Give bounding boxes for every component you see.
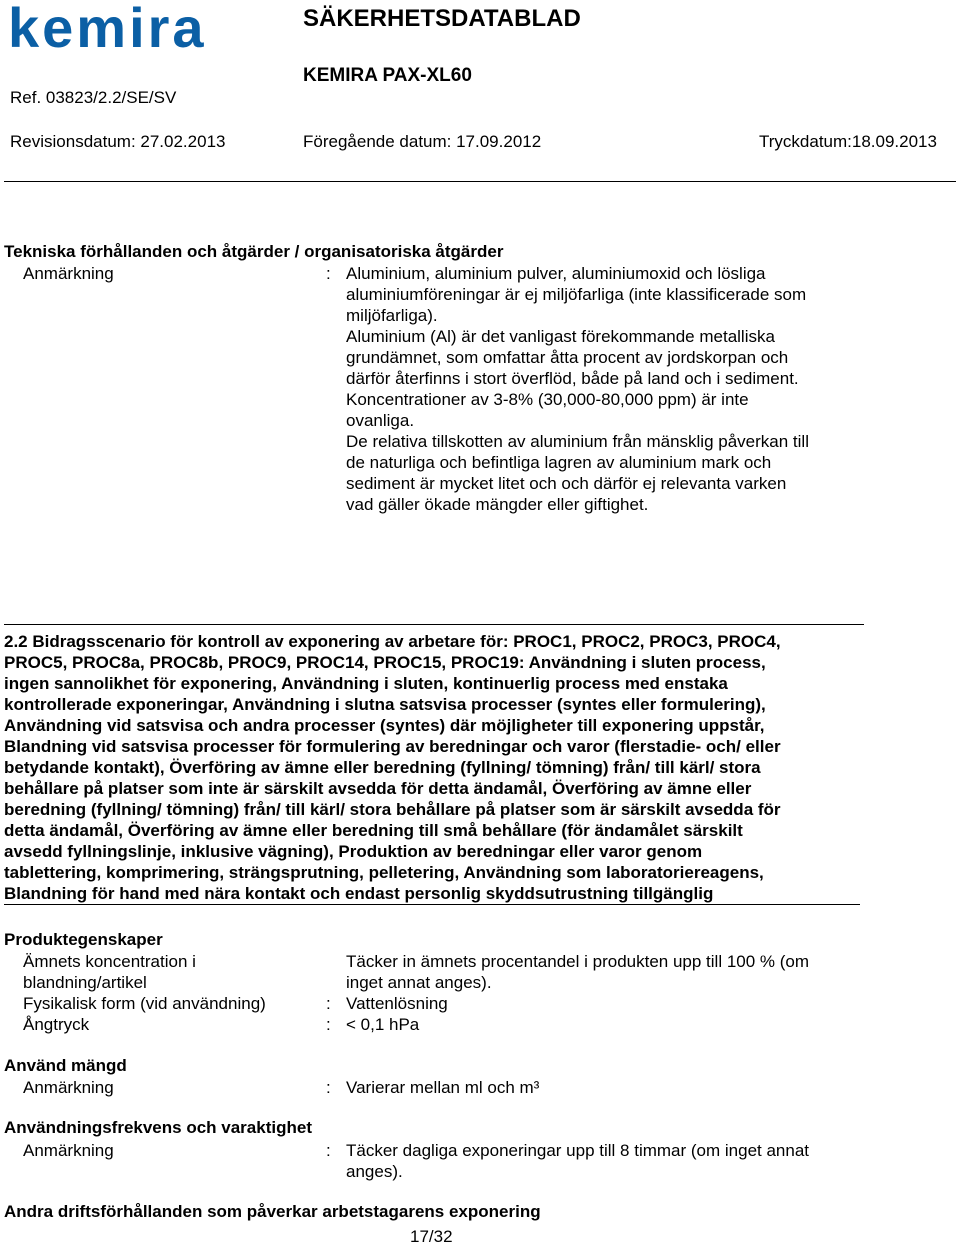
text-line: ovanliga. [346, 411, 415, 430]
physical-form-colon: : [326, 994, 331, 1013]
frequency-colon: : [326, 1141, 331, 1160]
text-line: Täcker in ämnets procentandel i produkten upp till 100 % (om [346, 952, 810, 971]
product-properties-heading: Produktegenskaper [4, 930, 163, 949]
text-line: miljöfarliga). [346, 306, 438, 325]
text-line: 2.2 Bidragsscenario för kontroll av exponering av arbetare för: PROC1, PROC2, PROC3, PROC4, [4, 632, 781, 651]
text-line: inget annat anges). [346, 973, 492, 992]
document-title: SÄKERHETSDATABLAD [303, 5, 581, 32]
text-line: Aluminium, aluminium pulver, aluminiumoxid och lösliga [346, 264, 766, 283]
physical-form-value: Vattenlösning [346, 994, 448, 1013]
concentration-value [346, 951, 851, 993]
text-line: betydande kontakt), Överföring av ämne eller beredning (fyllning/ tömning) från/ till kärl/ stora [4, 758, 761, 777]
technical-heading: Tekniska förhållanden och åtgärder / organisatoriska åtgärder [4, 242, 504, 261]
scenario-bottom-divider [4, 904, 860, 905]
print-date: Tryckdatum:18.09.2013 [759, 132, 937, 151]
amount-remark-value: Varierar mellan ml och m³ [346, 1078, 540, 1097]
amount-remark-label: Anmärkning [23, 1078, 114, 1097]
kemira-logo: kemira [8, 0, 207, 59]
text-line: tablettering, komprimering, strängsprutning, pelletering, Användning som laboratoriereagens, [4, 863, 764, 882]
vapour-pressure-value: < 0,1 hPa [346, 1015, 420, 1034]
text-line: grundämnet, som omfattar åtta procent av jordskorpan och [346, 348, 789, 367]
text-line: Ämnets koncentration i [23, 952, 196, 971]
text-line: Användning vid satsvisa och andra processer (syntes) där möjligheter till exponering uppstår, [4, 716, 765, 735]
vapour-pressure-label: Ångtryck [23, 1015, 90, 1034]
text-line: anges). [346, 1162, 403, 1181]
text-line: sediment är mycket litet och och därför ej relevanta varken [346, 474, 787, 493]
header-divider [4, 181, 956, 182]
text-line: Täcker dagliga exponeringar upp till 8 timmar (om inget annat [346, 1141, 810, 1160]
scenario-top-divider [4, 624, 864, 625]
technical-remark-label: Anmärkning [23, 264, 114, 283]
amount-colon: : [326, 1078, 331, 1097]
text-line: PROC5, PROC8a, PROC8b, PROC9, PROC14, PROC15, PROC19: Användning i sluten process, [4, 653, 766, 672]
text-line: behållare på platser som inte är särskilt avsedda för detta ändamål, Överföring av ämne eller [4, 779, 752, 798]
technical-remark-text [346, 263, 851, 515]
previous-date: Föregående datum: 17.09.2012 [303, 132, 542, 151]
frequency-remark-label: Anmärkning [23, 1141, 114, 1160]
text-line: aluminiumföreningar är ej miljöfarliga (inte klassificerade som [346, 285, 807, 304]
text-line: detta ändamål, Överföring av ämne eller beredning till små behållare (för ändamålet särskilt [4, 821, 743, 840]
physical-form-label: Fysikalisk form (vid användning) [23, 994, 266, 1013]
concentration-label [23, 951, 196, 993]
text-line: ingen sannolikhet för exponering, Användning i sluten, kontinuerlig process med enstaka [4, 674, 728, 693]
text-line: vad gäller ökade mängder eller giftighet. [346, 495, 649, 514]
document-reference: Ref. 03823/2.2/SE/SV [10, 88, 177, 107]
other-conditions-heading: Andra driftsförhållanden som påverkar arbetstagarens exponering [4, 1202, 541, 1221]
text-line: Aluminium (Al) är det vanligast förekommande metalliska [346, 327, 775, 346]
technical-colon: : [326, 264, 331, 283]
frequency-heading: Användningsfrekvens och varaktighet [4, 1118, 312, 1137]
amount-used-heading: Använd mängd [4, 1056, 127, 1075]
frequency-remark-value [346, 1140, 851, 1182]
revision-date: Revisionsdatum: 27.02.2013 [10, 132, 226, 151]
page-number: 17/32 [410, 1227, 453, 1246]
text-line: Blandning för hand med nära kontakt och endast personlig skyddsutrustning tillgänglig [4, 884, 714, 903]
text-line: Blandning vid satsvisa processer för formulering av beredningar och varor (flerstadie- och/ eller [4, 737, 781, 756]
text-line: beredning (fyllning/ tömning) från/ till kärl/ stora behållare på platser som är särskilt avsedda för [4, 800, 781, 819]
text-line: därför återfinns i stort överflöd, både på land och i sediment. [346, 369, 799, 388]
text-line: blandning/artikel [23, 973, 147, 992]
text-line: kontrollerade exponeringar, Användning i slutna satsvisa processer (syntes eller formulering), [4, 695, 766, 714]
text-line: de naturliga och befintliga lagren av aluminium mark och [346, 453, 772, 472]
vapour-pressure-colon: : [326, 1015, 331, 1034]
text-line: De relativa tillskotten av aluminium från mänsklig påverkan till [346, 432, 809, 451]
product-name: KEMIRA PAX-XL60 [303, 65, 472, 86]
text-line: avsedd fyllningslinje, inklusive vägning), Produktion av beredningar eller varor genom [4, 842, 703, 861]
contributing-scenario-title [4, 631, 860, 904]
text-line: Koncentrationer av 3-8% (30,000-80,000 ppm) är inte [346, 390, 749, 409]
